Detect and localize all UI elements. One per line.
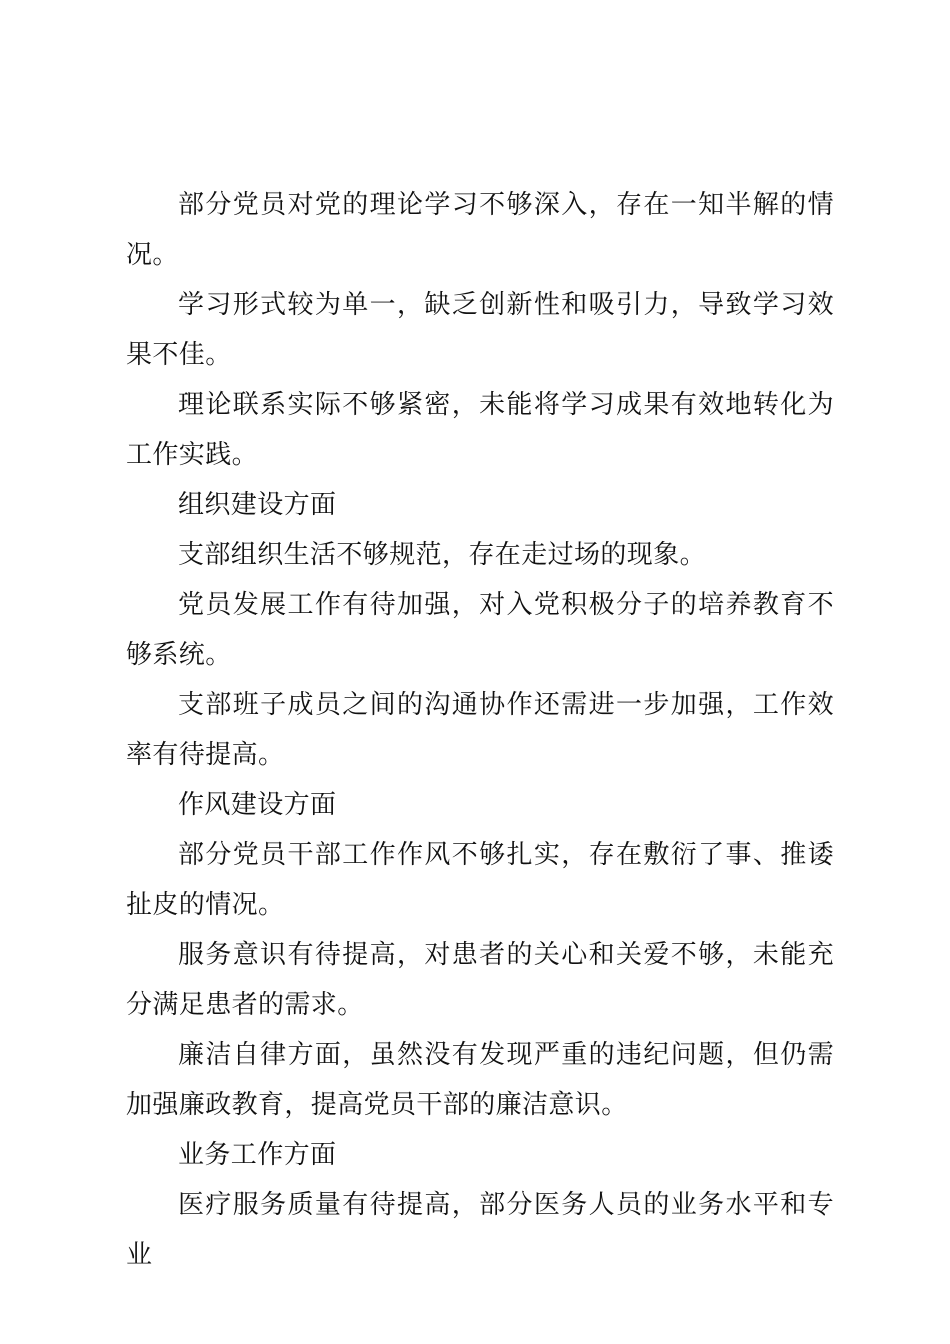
paragraph-theory-study: 部分党员对党的理论学习不够深入，存在一知半解的情况。 bbox=[126, 190, 834, 270]
document-body bbox=[126, 180, 834, 1280]
paragraph-integrity: 廉洁自律方面，虽然没有发现严重的违纪问题，但仍需加强廉政教育，提高党员干部的廉洁意识。 bbox=[126, 1040, 834, 1120]
paragraph-work-style: 部分党员干部工作作风不够扎实，存在敷衍了事、推诿扯皮的情况。 bbox=[126, 840, 834, 920]
paragraph-service-awareness: 服务意识有待提高，对患者的关心和关爱不够，未能充分满足患者的需求。 bbox=[126, 940, 834, 1020]
section-heading-organization: 组织建设方面 bbox=[178, 490, 337, 520]
paragraph-branch-life: 支部组织生活不够规范，存在走过场的现象。 bbox=[178, 540, 707, 570]
paragraph-team-communication: 支部班子成员之间的沟通协作还需进一步加强，工作效率有待提高。 bbox=[126, 690, 834, 770]
paragraph-study-format: 学习形式较为单一，缺乏创新性和吸引力，导致学习效果不佳。 bbox=[126, 290, 834, 370]
paragraph-member-development: 党员发展工作有待加强，对入党积极分子的培养教育不够系统。 bbox=[126, 590, 834, 670]
paragraph-medical-quality: 医疗服务质量有待提高，部分医务人员的业务水平和专业 bbox=[126, 1190, 834, 1270]
section-heading-work-style: 作风建设方面 bbox=[178, 790, 337, 820]
section-heading-business: 业务工作方面 bbox=[178, 1140, 337, 1170]
paragraph-theory-practice: 理论联系实际不够紧密，未能将学习成果有效地转化为工作实践。 bbox=[126, 390, 834, 470]
